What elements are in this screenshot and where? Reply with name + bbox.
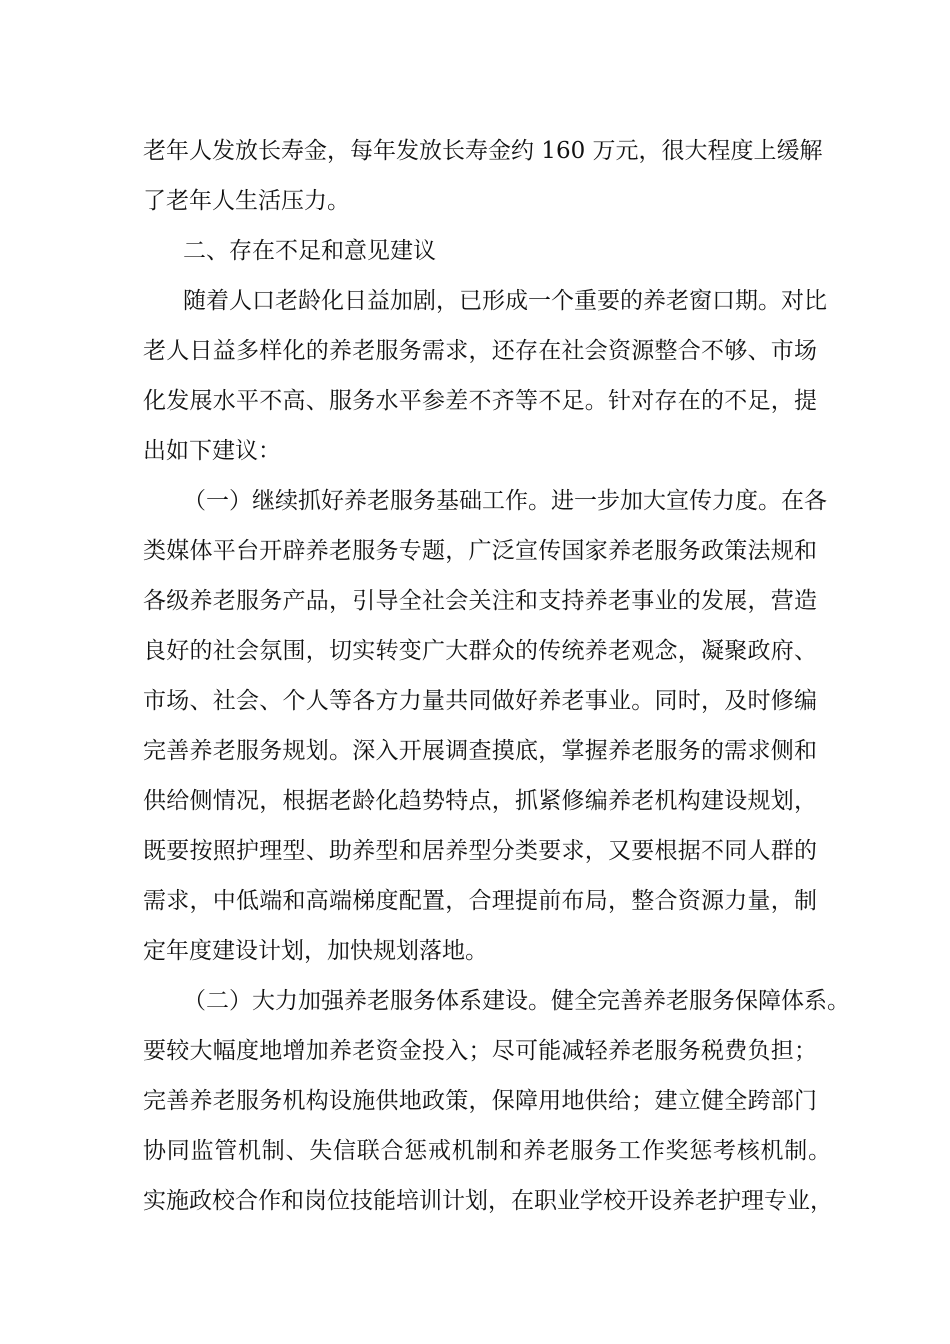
paragraph-line: 实施政校合作和岗位技能培训计划，在职业学校开设养老护理专业， <box>143 1188 833 1214</box>
paragraph-line: 类媒体平台开辟养老服务专题，广泛宣传国家养老服务政策法规和 <box>143 538 817 564</box>
paragraph-line: 随着人口老龄化日益加剧，已形成一个重要的养老窗口期。对比 <box>183 288 827 314</box>
section-heading: 二、存在不足和意见建议 <box>183 238 436 264</box>
paragraph-line: 化发展水平不高、服务水平参差不齐等不足。针对存在的不足，提 <box>143 388 817 414</box>
paragraph-line: 良好的社会氛围，切实转变广大群众的传统养老观念，凝聚政府、 <box>143 638 817 664</box>
paragraph-line: （二）大力加强养老服务体系建设。健全完善养老服务保障体系。 <box>183 988 850 1014</box>
paragraph-line: 要较大幅度地增加养老资金投入；尽可能减轻养老服务税费负担； <box>143 1038 817 1064</box>
paragraph-line: 需求，中低端和高端梯度配置，合理提前布局，整合资源力量，制 <box>143 888 817 914</box>
paragraph-line: 完善养老服务机构设施供地政策，保障用地供给；建立健全跨部门 <box>143 1088 817 1114</box>
paragraph-line: 供给侧情况，根据老龄化趋势特点，抓紧修编养老机构建设规划， <box>143 788 817 814</box>
paragraph-line: 既要按照护理型、助养型和居养型分类要求，又要根据不同人群的 <box>143 838 817 864</box>
paragraph-line: 定年度建设计划，加快规划落地。 <box>143 938 488 964</box>
paragraph-line: 出如下建议： <box>143 438 281 464</box>
paragraph-line: 各级养老服务产品，引导全社会关注和支持养老事业的发展，营造 <box>143 588 817 614</box>
paragraph-line: 老人日益多样化的养老服务需求，还存在社会资源整合不够、市场 <box>143 338 817 364</box>
paragraph-line: 老年人发放长寿金，每年发放长寿金约 160 万元，很大程度上缓解 <box>143 138 823 164</box>
paragraph-line: 市场、社会、个人等各方力量共同做好养老事业。同时，及时修编 <box>143 688 817 714</box>
paragraph-line: （一）继续抓好养老服务基础工作。进一步加大宣传力度。在各 <box>183 488 827 514</box>
paragraph-line: 了老年人生活压力。 <box>143 188 350 214</box>
paragraph-line: 完善养老服务规划。深入开展调查摸底，掌握养老服务的需求侧和 <box>143 738 817 764</box>
paragraph-line: 协同监管机制、失信联合惩戒机制和养老服务工作奖惩考核机制。 <box>143 1138 831 1164</box>
